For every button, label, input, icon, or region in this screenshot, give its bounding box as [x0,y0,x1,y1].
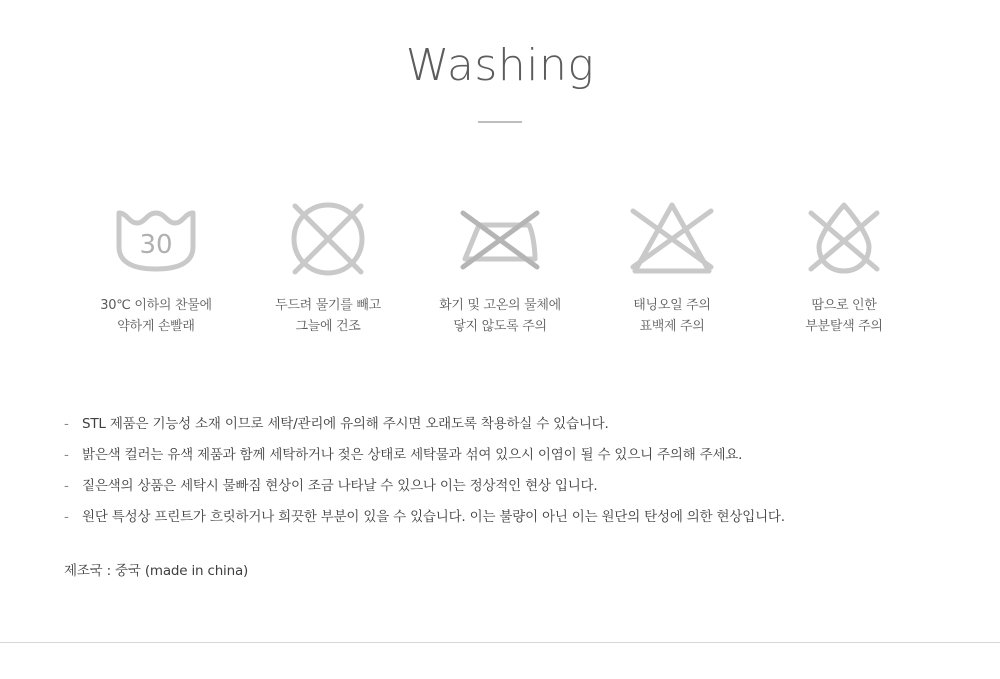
care-note-item [64,502,940,533]
caption-line-2: 표백제 주의 [639,319,705,334]
care-note-text: 짙은색의 상품은 세탁시 물빠짐 현상이 조금 나타날 수 있으나 이는 정상적인 현상 입니다. [82,478,598,494]
care-symbol-item [242,185,414,337]
care-symbol-caption [242,295,414,337]
page-title: Washing [405,40,595,91]
do-not-iron-icon [414,185,586,295]
bullet-dash: - [64,416,69,432]
no-tanning-oil-icon [586,185,758,295]
caption-line-2: 약하게 손빨래 [117,319,195,334]
bullet-dash: - [64,447,69,463]
care-symbol-item [70,185,242,337]
care-note-item [64,471,940,502]
caption-line-1: 두드려 물기를 빼고 [275,298,381,313]
caption-line-2: 그늘에 건조 [295,319,361,334]
bullet-dash: - [64,509,69,525]
care-symbol-caption [414,295,586,337]
care-symbol-item [414,185,586,337]
no-sweat-discoloration-icon [758,185,930,295]
caption-line-2: 닿지 않도록 주의 [453,319,547,334]
hand-wash-temperature-label: 30 [139,230,173,260]
caption-line-1: 30℃ 이하의 찬물에 [100,298,212,313]
caption-line-1: 땀으로 인한 [811,298,877,313]
footer-divider [0,642,1000,643]
care-symbol-caption [70,295,242,337]
caption-line-1: 화기 및 고온의 물체에 [439,298,561,313]
country-of-origin: 제조국 : 중국 (made in china) [64,563,249,579]
do-not-wring-icon [242,185,414,295]
care-symbol-item [586,185,758,337]
care-symbol-row [0,185,1000,337]
care-symbol-item [758,185,930,337]
care-notes-list [0,409,1000,533]
title-divider [478,121,522,123]
care-note-item [64,409,940,440]
bullet-dash: - [64,478,69,494]
hand-wash-30-icon [70,185,242,295]
care-symbol-caption [586,295,758,337]
care-note-text: 원단 특성상 프린트가 흐릿하거나 희끗한 부분이 있을 수 있습니다. 이는 불량이 아닌 이는 원단의 탄성에 의한 현상입니다. [82,509,785,525]
caption-line-1: 태닝오일 주의 [633,298,711,313]
care-note-item [64,440,940,471]
care-note-text: 밝은색 컬러는 유색 제품과 함께 세탁하거나 젖은 상태로 세탁물과 섞여 있으시 이염이 될 수 있으니 주의해 주세요. [82,447,743,463]
care-symbol-caption [758,295,930,337]
care-note-text: STL 제품은 기능성 소재 이므로 세탁/관리에 유의해 주시면 오래도록 착용하실 수 있습니다. [82,416,609,432]
caption-line-2: 부분탈색 주의 [805,319,883,334]
